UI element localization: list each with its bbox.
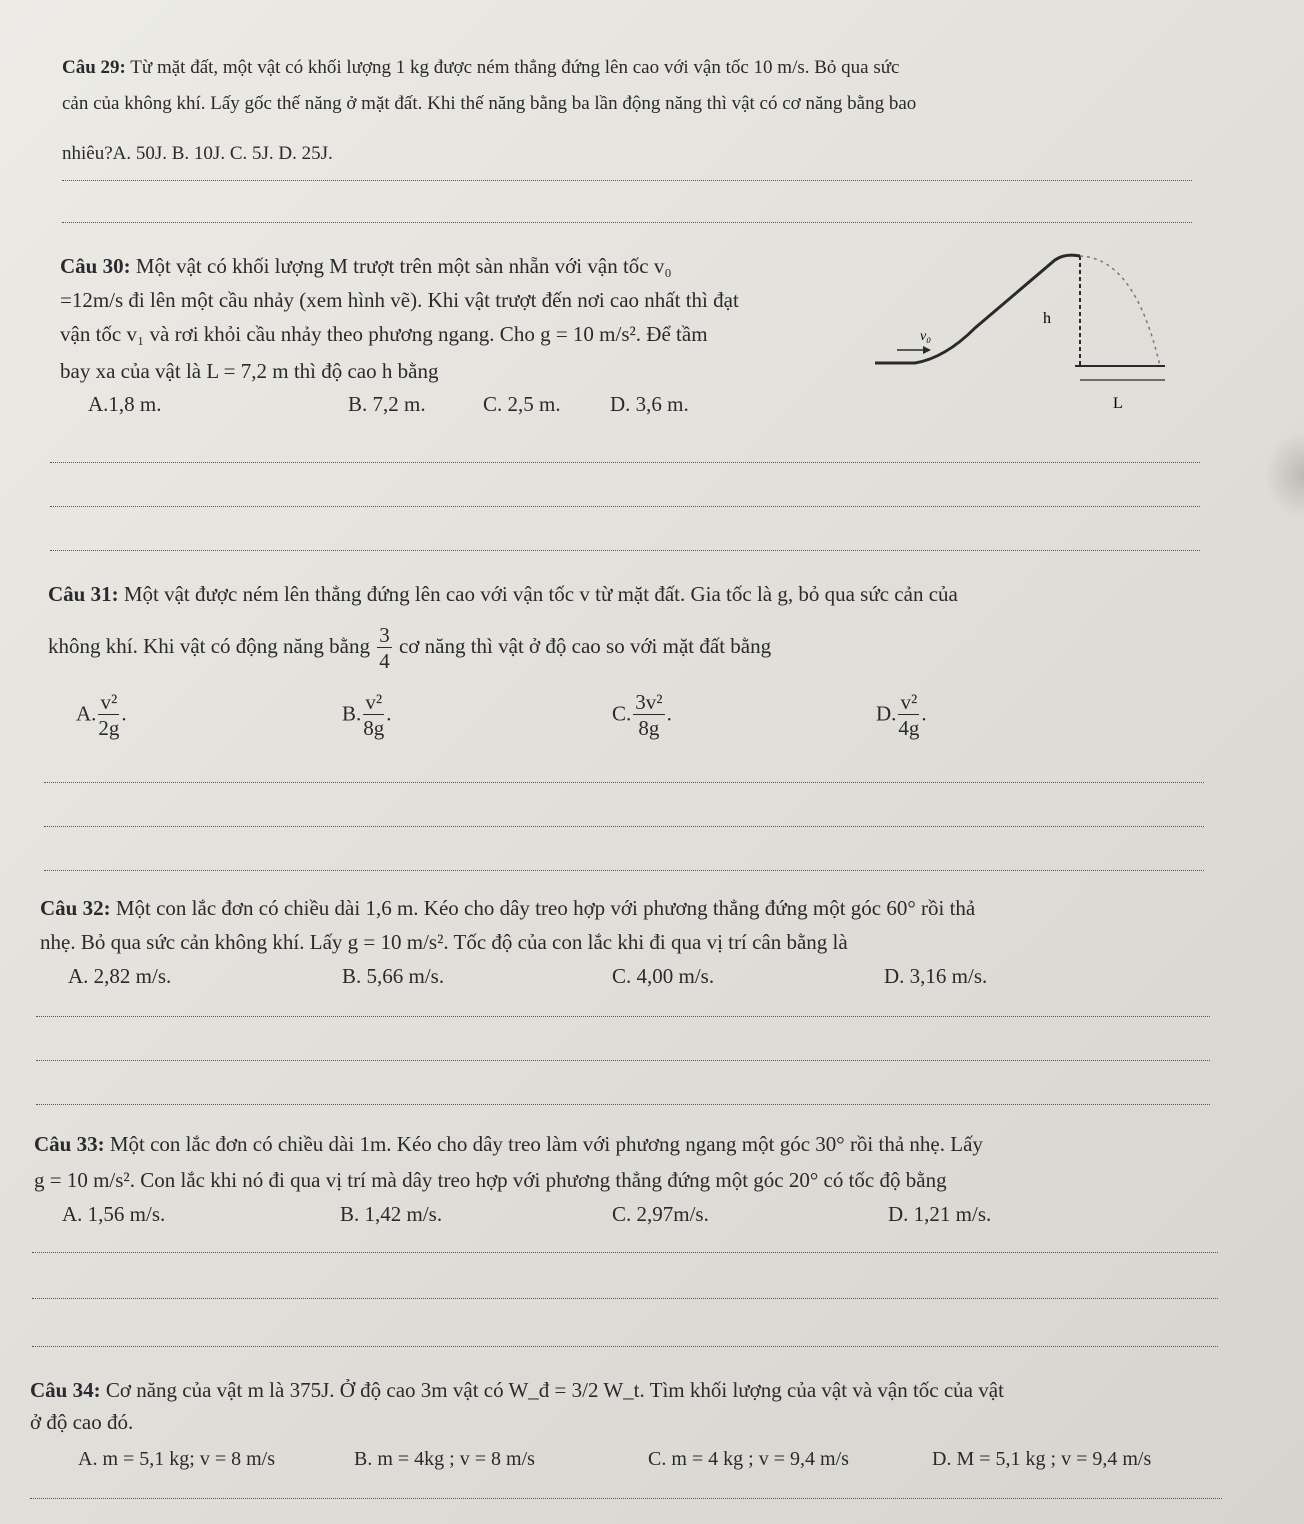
q32-option-c: C. 4,00 m/s. [612,964,715,988]
fraction-denominator: 4 [379,648,390,673]
L-label: L [1113,395,1123,412]
option-letter: A. [76,701,97,726]
q30-line2: =12m/s đi lên một cầu nhảy (xem hình vẽ). Khi vật trượt đến nơi cao nhất thì đạt [60,288,739,312]
q32-line2: nhẹ. Bỏ qua sức cản không khí. Lấy g = 10 m/s². Tốc độ của con lắc khi đi qua vị trí cân bằng là [40,930,848,954]
answer-line [50,506,1200,507]
q33-line1 [34,1128,983,1160]
answer-line [62,180,1192,181]
q30-line1 [60,250,672,282]
q29-line2: cản của không khí. Lấy gốc thế năng ở mặt đất. Khi thế năng bằng ba lần động năng thì vật có cơ năng bằng bao [62,93,917,114]
q31-label: Câu 31: [48,582,119,606]
fraction-numerator: v² [898,690,919,715]
option-fraction [98,690,119,741]
q32-label: Câu 32: [40,896,111,920]
option-letter: C. [612,701,632,726]
q33-label: Câu 33: [34,1132,105,1156]
q33-option-a: A. 1,56 m/s. [62,1202,166,1226]
q31-option-a: A. $\frac{\text{v²}}{2g}$ . [76,690,127,740]
answer-line [44,870,1204,871]
q34-label: Câu 34: [30,1378,101,1402]
q33-option-d: D. 1,21 m/s. [888,1202,992,1226]
q31-option-c: C. $\frac{\text{3v²}}{8g}$ . [612,690,672,740]
q30-option-a: A.1,8 m. [88,392,162,416]
answer-line [36,1104,1210,1105]
v0-arrowhead [923,346,931,354]
q31-line1 [48,578,958,610]
v0-label: v₀ [920,329,932,344]
q30-line3: vận tốc v₁ và rơi khỏi cầu nhảy theo phương ngang. Cho g = 10 m/s². Để tầm [60,322,708,346]
answer-line [30,1498,1222,1499]
fraction-numerator: 3 [379,622,390,647]
option-letter: B. [342,701,362,726]
q29-line3: nhiêu?A. 50J. B. 10J. C. 5J. D. 25J. [62,143,333,164]
q33-text-1: Một con lắc đơn có chiều dài 1m. Kéo cho dây treo làm với phương ngang một góc 30° rồi thả nhẹ. Lấy [109,1132,983,1156]
q29-label: Câu 29: [62,57,126,78]
q31-text-2b: cơ năng thì vật ở độ cao so với mặt đất bằng [398,634,772,658]
q30-line4: bay xa của vật là L = 7,2 m thì độ cao h bằng [60,359,439,383]
q31-option-b: B. $\frac{\text{v²}}{8g}$ . [342,690,392,740]
answer-line [32,1252,1218,1253]
q31-text-1: Một vật được ném lên thẳng đứng lên cao với vận tốc v từ mặt đất. Gia tốc là g, bỏ qua sức cản của [123,582,958,606]
fraction-denominator: 2g [98,716,120,740]
q32-text-1: Một con lắc đơn có chiều dài 1,6 m. Kéo cho dây treo hợp với phương thẳng đứng một góc 60° rồi thả [115,896,976,920]
q34-text-1: Cơ năng của vật m là 375J. Ở độ cao 3m vật có W_đ = 3/2 W_t. Tìm khối lượng của vật và vận tốc của vật [105,1378,1004,1402]
q34-option-d: D. M = 5,1 kg ; v = 9,4 m/s [932,1448,1152,1470]
fraction-numerator: v² [98,690,119,715]
q31-option-d: D. $\frac{\text{v²}}{4g}$ . [876,690,927,740]
q32-line1 [40,892,975,924]
q34-line1 [30,1374,1004,1406]
q30-label: Câu 30: [60,254,131,278]
q30-option-b: B. 7,2 m. [348,392,426,416]
fraction-numerator: 3v² [635,690,663,714]
h-label: h [1043,310,1051,327]
fraction-denominator: 8g [638,716,660,740]
q32-option-b: B. 5,66 m/s. [342,964,445,988]
option-fraction [363,690,384,741]
answer-line [32,1346,1218,1347]
fraction-denominator: 8g [363,716,385,740]
q29-line1 [62,52,900,84]
q29-text-1: Từ mặt đất, một vật có khối lượng 1 kg được ném thẳng đứng lên cao với vận tốc 10 m/s. Bỏ qua sức [130,57,900,78]
q33-option-b: B. 1,42 m/s. [340,1202,443,1226]
three-quarters-fraction [377,623,392,674]
option-fraction [633,690,664,741]
q34-line2: ở độ cao đó. [30,1410,134,1434]
answer-line [50,550,1200,551]
answer-line [62,222,1192,223]
option-letter: D. [876,701,897,726]
q30-option-d: D. 3,6 m. [610,392,689,416]
answer-line [44,782,1204,783]
paper-edge-shadow [1264,430,1304,520]
fraction-denominator: 4g [898,716,920,740]
answer-line [32,1298,1218,1299]
ski-jump-diagram [875,248,1175,418]
q31-text-2a: không khí. Khi vật có động năng bằng [48,634,370,658]
q34-option-b: B. m = 4kg ; v = 8 m/s [354,1448,535,1470]
q32-option-a: A. 2,82 m/s. [68,964,172,988]
q33-option-c: C. 2,97m/s. [612,1202,709,1226]
q30-text-1: Một vật có khối lượng M trượt trên một sàn nhẵn với vận tốc v₀ [135,254,672,278]
q32-option-d: D. 3,16 m/s. [884,964,988,988]
q30-option-c: C. 2,5 m. [483,392,561,416]
fraction-numerator: v² [363,690,384,715]
trajectory [1080,256,1160,366]
q31-line2 [48,618,771,674]
answer-line [50,462,1200,463]
q33-line2: g = 10 m/s². Con lắc khi nó đi qua vị trí mà dây treo hợp với phương thẳng đứng một góc 20° có tốc độ bằng [34,1168,947,1192]
answer-line [44,826,1204,827]
q34-option-c: C. m = 4 kg ; v = 9,4 m/s [648,1448,849,1470]
option-fraction [898,690,919,741]
answer-line [36,1016,1210,1017]
q34-option-a: A. m = 5,1 kg; v = 8 m/s [78,1448,276,1470]
answer-line [36,1060,1210,1061]
